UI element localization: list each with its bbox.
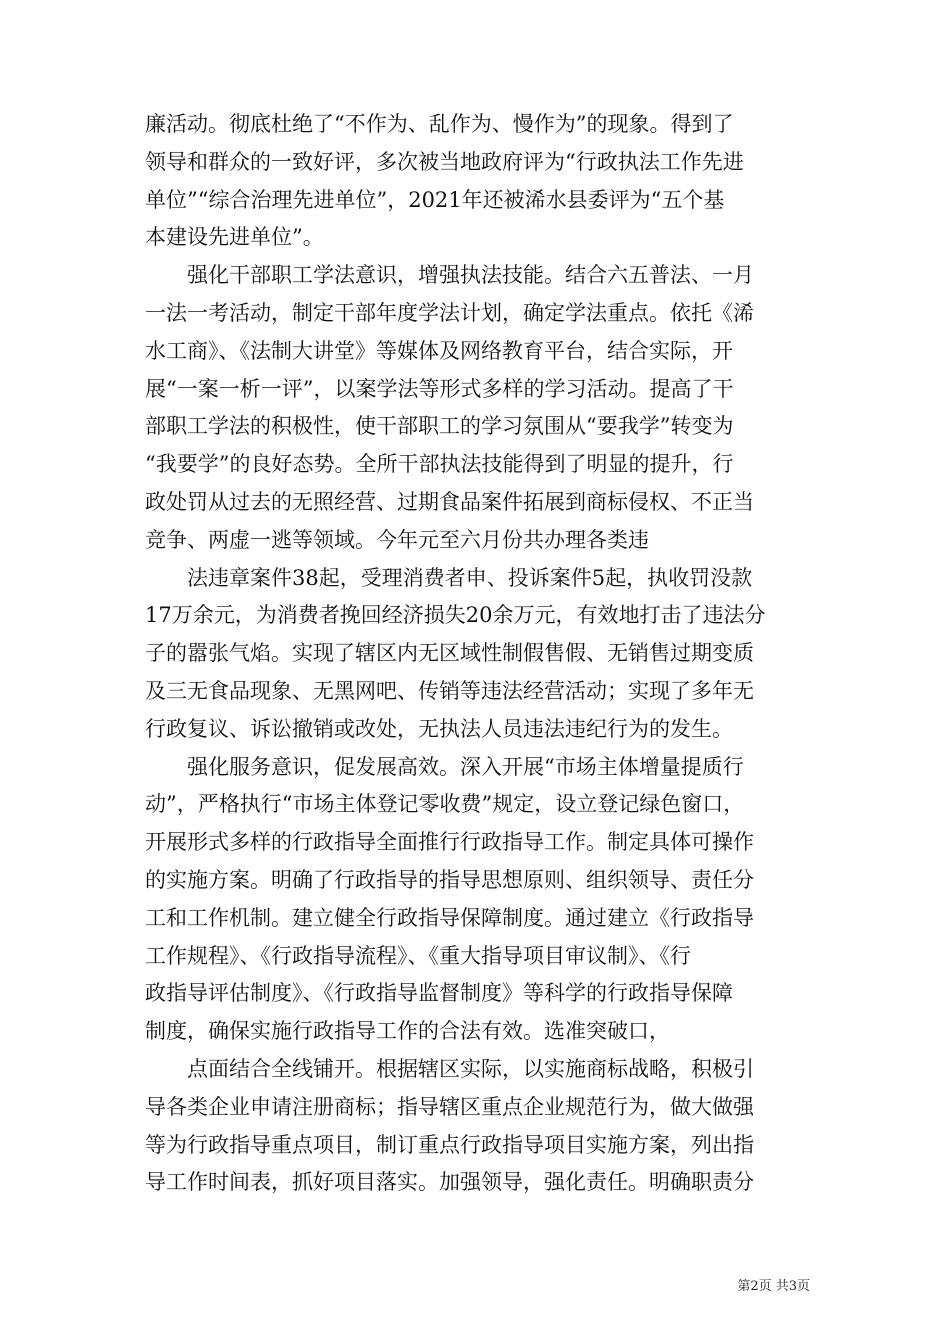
text-line: 导各类企业申请注册商标；指导辖区重点企业规范行为，做大做强 bbox=[145, 1094, 754, 1119]
text-line: 子的嚣张气焰。实现了辖区内无区域性制假售假、无销售过期变质 bbox=[145, 641, 754, 666]
paragraph-first-line: 强化服务意识，促发展高效。深入开展“市场主体增量提质行 bbox=[187, 754, 744, 779]
text-line: 单位”“综合治理先进单位”，2021年还被浠水县委评为“五个基 bbox=[145, 187, 725, 212]
text-line: 制度，确保实施行政指导工作的合法有效。选准突破口， bbox=[145, 1019, 670, 1044]
text-line: 工作规程》、《行政指导流程》、《重大指导项目审议制》、《行 bbox=[145, 943, 691, 968]
text-line: 展“一案一析一评”，以案学法等形式多样的学习活动。提高了干 bbox=[145, 376, 734, 401]
paragraph-first-line: 点面结合全线铺开。根据辖区实际，以实施商标战略，积极引 bbox=[187, 1056, 754, 1081]
text-line: 动”，严格执行“市场主体登记零收费”规定，设立登记绿色窗口， bbox=[145, 792, 745, 817]
page-number: 第2页 共3页 bbox=[737, 1279, 810, 1294]
text-line: 17万余元，为消费者挽回经济损失20余万元，有效地打击了违法分 bbox=[145, 603, 766, 628]
text-line: 开展形式多样的行政指导全面推行行政指导工作。制定具体可操作 bbox=[145, 830, 754, 855]
text-line: “我要学”的良好态势。全所干部执法技能得到了明显的提升，行 bbox=[145, 452, 734, 477]
text-line: 导工作时间表，抓好项目落实。加强领导，强化责任。明确职责分 bbox=[145, 1170, 754, 1195]
text-line: 廉活动。彻底杜绝了“不作为、乱作为、慢作为”的现象。得到了 bbox=[145, 112, 734, 136]
text-line: 领导和群众的一致好评，多次被当地政府评为“行政执法工作先进 bbox=[145, 149, 744, 174]
text-line: 政指导评估制度》、《行政指导监督制度》等科学的行政指导保障 bbox=[145, 981, 733, 1006]
text-line: 水工商》、《法制大讲堂》等媒体及网络教育平台，结合实际，开 bbox=[145, 338, 733, 363]
text-line: 工和工作机制。建立健全行政指导保障制度。通过建立《行政指导 bbox=[145, 905, 754, 930]
paragraph-first-line: 强化干部职工学法意识，增强执法技能。结合六五普法、一月 bbox=[187, 263, 754, 288]
text-line: 竞争、两虚一逃等领域。今年元至六月份共办理各类违 bbox=[145, 527, 649, 552]
text-line: 行政复议、诉讼撤销或改处，无执法人员违法违纪行为的发生。 bbox=[145, 716, 733, 741]
text-line: 等为行政指导重点项目，制订重点行政指导项目实施方案，列出指 bbox=[145, 1132, 754, 1157]
paragraph-first-line: 法违章案件38起，受理消费者申、投诉案件5起，执收罚没款 bbox=[187, 565, 753, 590]
text-line: 一法一考活动，制定干部年度学法计划，确定学法重点。依托《浠 bbox=[145, 300, 754, 325]
document-body bbox=[145, 106, 810, 1202]
text-line: 本建设先进单位”。 bbox=[145, 225, 324, 250]
text-line: 的实施方案。明确了行政指导的指导思想原则、组织领导、责任分 bbox=[145, 867, 754, 892]
text-line: 政处罚从过去的无照经营、过期食品案件拓展到商标侵权、不正当 bbox=[145, 489, 754, 514]
text-line: 部职工学法的积极性，使干部职工的学习氛围从“要我学”转变为 bbox=[145, 414, 734, 439]
text-line: 及三无食品现象、无黑网吧、传销等违法经营活动；实现了多年无 bbox=[145, 678, 754, 703]
